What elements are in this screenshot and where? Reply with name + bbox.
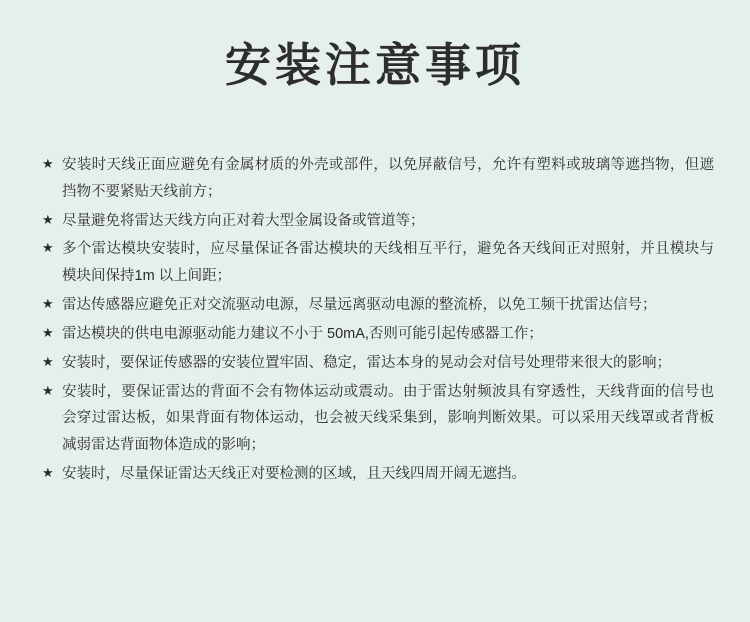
list-item <box>42 461 714 488</box>
star-icon: ★ <box>42 156 54 171</box>
list-item <box>42 379 714 459</box>
star-icon: ★ <box>42 296 54 312</box>
star-icon: ★ <box>42 353 54 369</box>
notice-list <box>42 152 714 490</box>
star-icon: ★ <box>42 240 54 256</box>
star-icon: ★ <box>42 382 54 398</box>
list-item-text: 安装时，要保证传感器的安装位置牢固、稳定，雷达本身的晃动会对信号处理带来很大的影响； <box>62 354 671 371</box>
list-item-text: 安装时，尽量保证雷达天线正对要检测的区域，且天线四周开阔无遮挡。 <box>62 465 526 482</box>
list-item-text: 雷达模块的供电电源驱动能力建议不小于 50mA,否则可能引起传感器工作； <box>62 325 543 342</box>
list-item-text: 安装时天线正面应避免有金属材质的外壳或部件，以免屏蔽信号，允许有塑料或玻璃等遮挡物，但遮挡物不要紧贴天线前方； <box>62 157 714 200</box>
star-icon: ★ <box>42 211 54 227</box>
page-title: 安装注意事项 <box>225 39 525 91</box>
list-item <box>42 321 714 348</box>
star-icon: ★ <box>42 324 54 340</box>
list-item-text: 多个雷达模块安装时，应尽量保证各雷达模块的天线相互平行，避免各天线间正对照射，并且模块与模块间保持1m 以上间距； <box>62 241 714 285</box>
list-item <box>42 292 714 319</box>
list-item <box>42 236 714 290</box>
list-item <box>42 152 714 206</box>
list-item-text: 雷达传感器应避免正对交流驱动电源，尽量远离驱动电源的整流桥，以免工频干扰雷达信号； <box>62 297 657 314</box>
star-icon: ★ <box>42 464 54 480</box>
list-item-text: 尽量避免将雷达天线方向正对着大型金属设备或管道等； <box>62 212 425 229</box>
list-item <box>42 208 714 235</box>
list-item-text: 安装时，要保证雷达的背面不会有物体运动或震动。由于雷达射频波具有穿透性，天线背面的信号也会穿过雷达板，如果背面有物体运动，也会被天线采集到，影响判断效果。可以采用天线罩或者背板减弱雷达背面物体造成的影响； <box>62 383 714 454</box>
list-item <box>42 350 714 377</box>
